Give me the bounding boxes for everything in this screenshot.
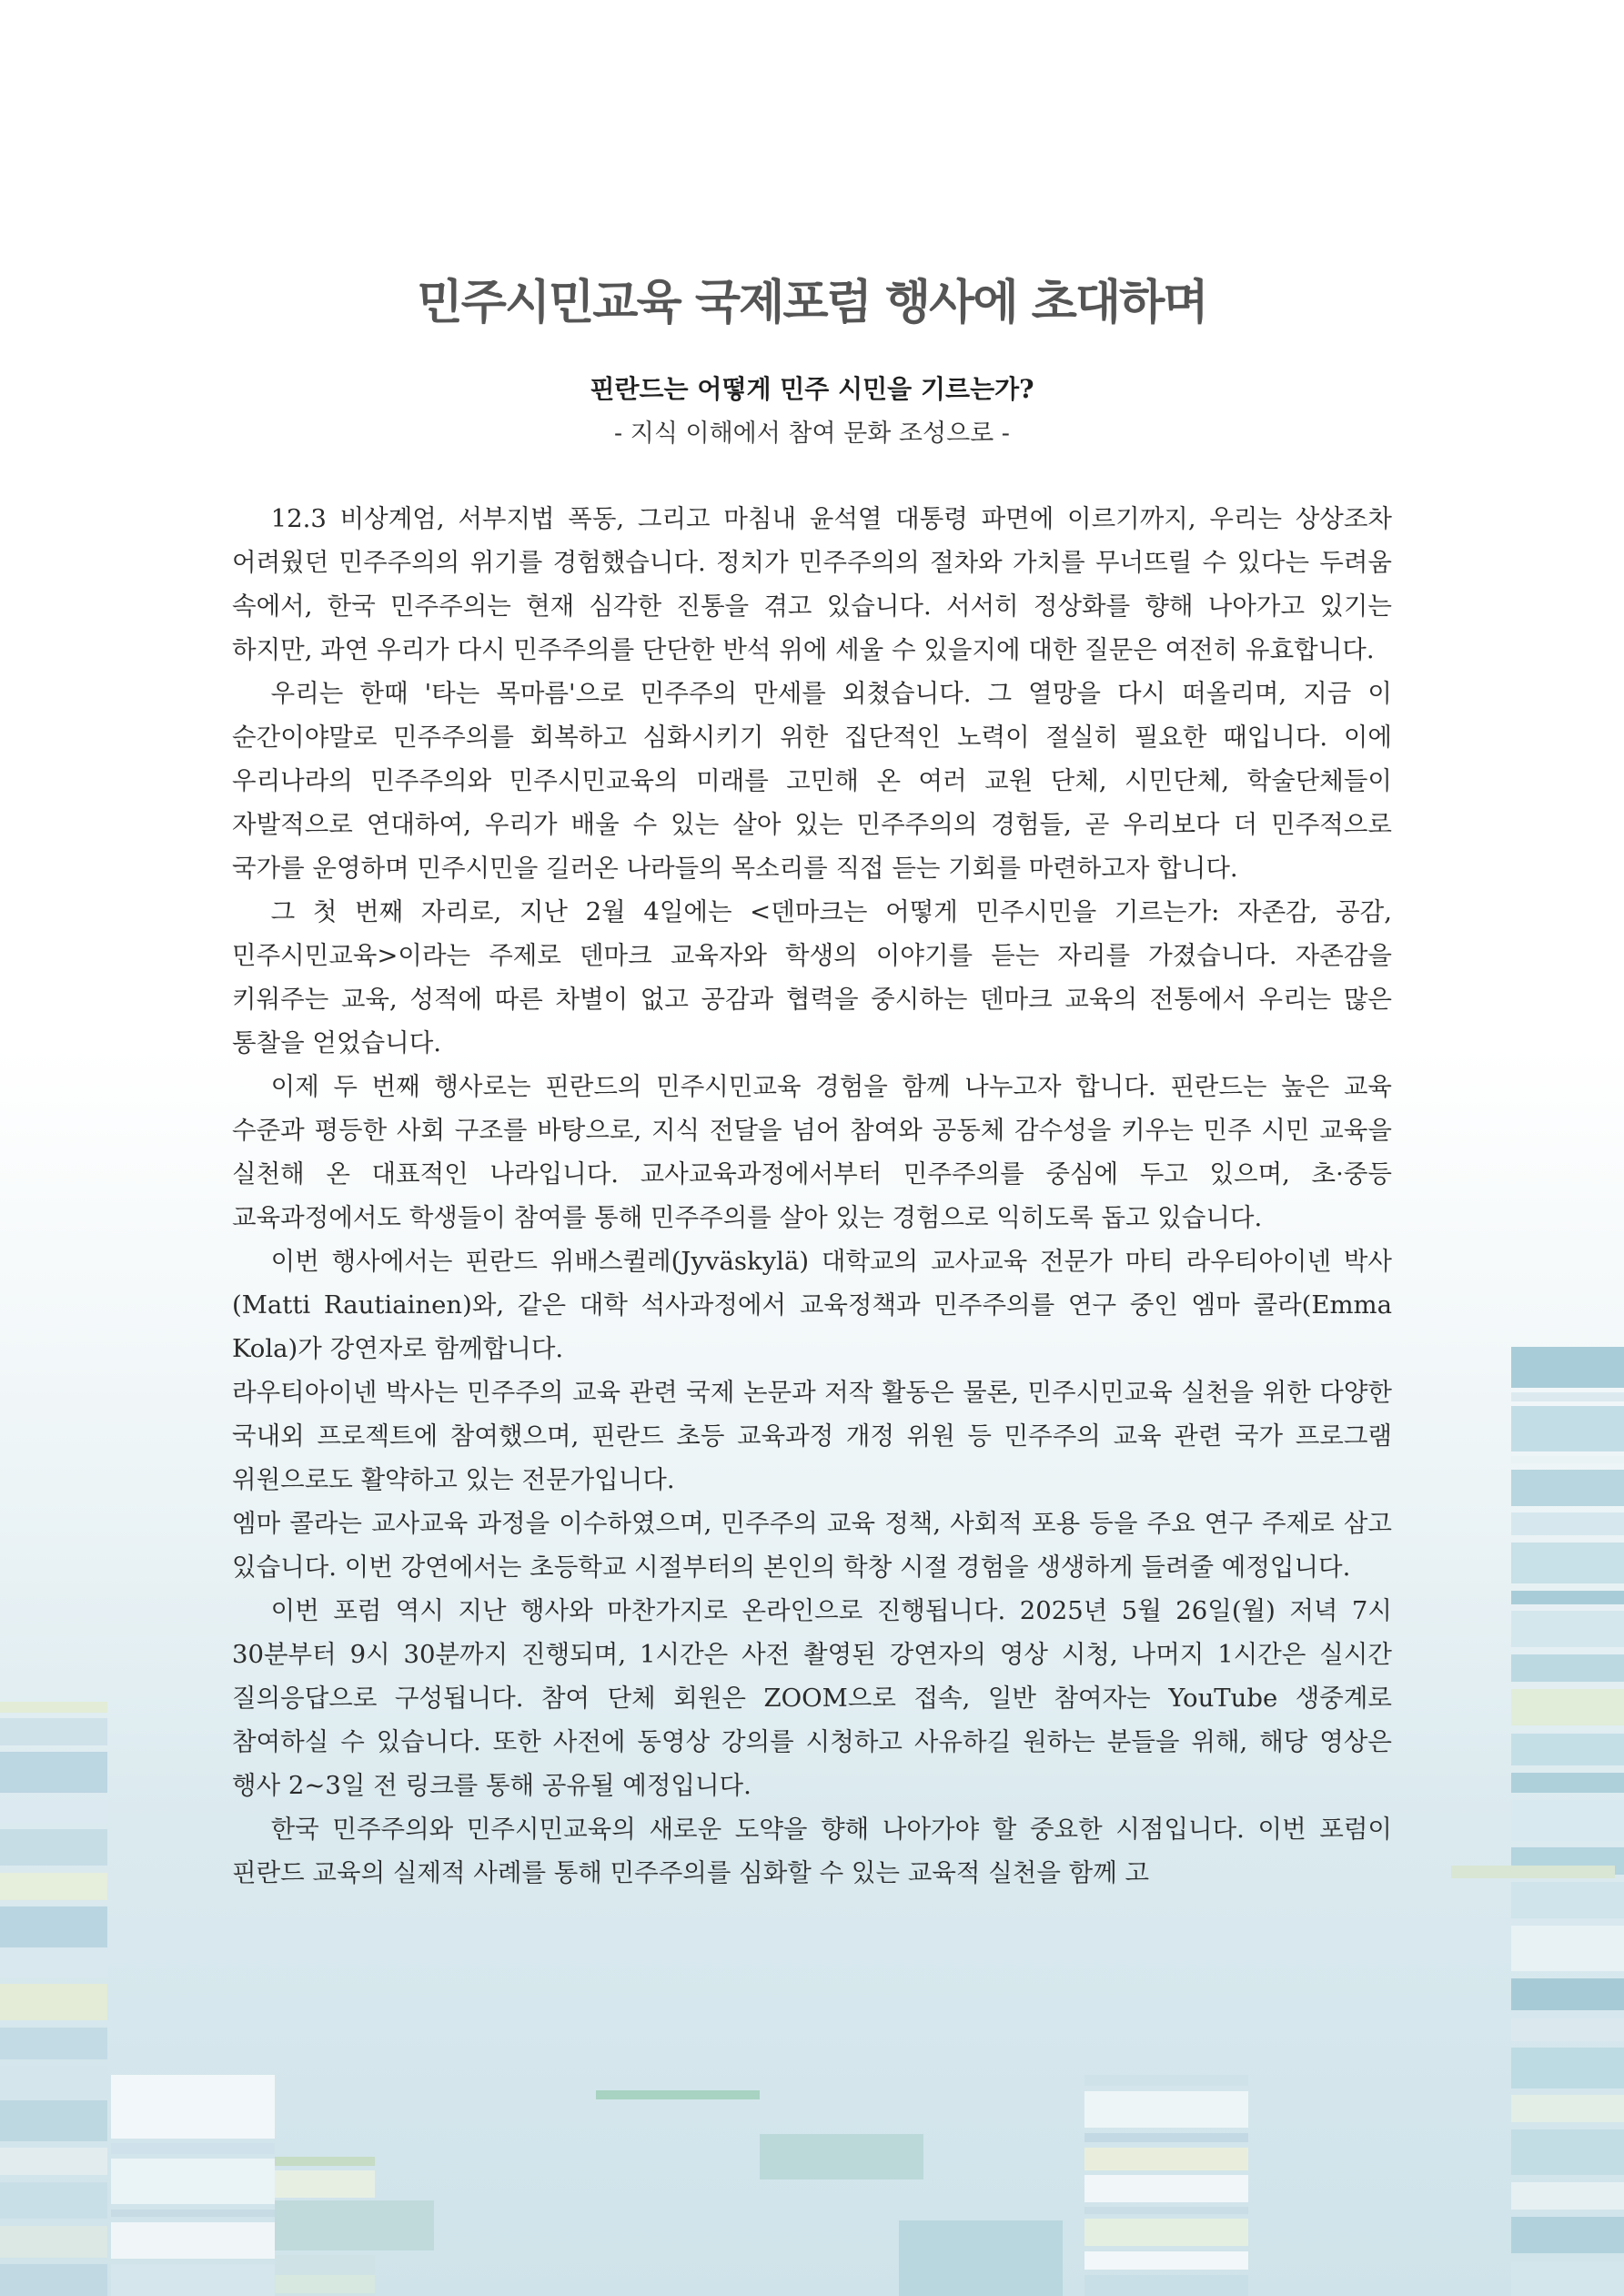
- paragraph: 이제 두 번째 행사로는 핀란드의 민주시민교육 경험을 함께 나누고자 합니다. 핀란드는 높은 교육 수준과 평등한 사회 구조를 바탕으로, 지식 전달을 넘어 참여와 공동체 감수성을 키우는 민주 시민 교육을 실천해 온 대표적인 나라입니다. 교사교육과정에서부터 민주주의를 중심에 두고 있으며, 초·중등 교육과정에서도 학생들이 참여를 통해 민주주의를 살아 있는 경험으로 익히도록 돕고 있습니다.: [232, 1072, 1392, 1232]
- center-blocks: [596, 2090, 1063, 2296]
- paragraph: 엠마 콜라는 교사교육 과정을 이수하였으며, 민주주의 교육 정책, 사회적 포용 등을 주요 연구 주제로 삼고 있습니다. 이번 강연에서는 초등학교 시절부터의 본인의 학창 시절 경험을 생생하게 들려줄 예정입니다.: [232, 1509, 1392, 1582]
- page-tagline: - 지식 이해에서 참여 문화 조성으로 -: [614, 420, 1010, 448]
- page-subtitle: 핀란드는 어떻게 민주 시민을 기르는가?: [590, 374, 1034, 404]
- paragraph: 라우티아이넨 박사는 민주주의 교육 관련 국제 논문과 저작 활동은 물론, 민주시민교육 실천을 위한 다양한 국내외 프로젝트에 참여했으며, 핀란드 초등 교육과정 개정 위원 등 민주주의 교육 관련 국가 프로그램 위원으로도 활약하고 있는 전문가입니다.: [232, 1378, 1392, 1494]
- page-title: 민주시민교육 국제포럼 행사에 초대하며: [417, 276, 1207, 330]
- paragraph: 12.3 비상계엄, 서부지법 폭동, 그리고 마침내 윤석열 대통령 파면에 이르기까지, 우리는 상상조차 어려웠던 민주주의의 위기를 경험했습니다. 정치가 민주주의의 절차와 가치를 무너뜨릴 수 있다는 두려움 속에서, 한국 민주주의는 현재 심각한 진통을 겪고 있습니다. 서서히 정상화를 향해 나아가고 있기는 하지만, 과연 우리가 다시 민주주의를 단단한 반석 위에 세울 수 있을지에 대한 질문은 여전히 유효합니다.: [232, 504, 1392, 664]
- paragraph: 이번 포럼 역시 지난 행사와 마찬가지로 온라인으로 진행됩니다. 2025년 5월 26일(월) 저녁 7시 30분부터 9시 30분까지 진행되며, 1시간은 사전 촬영된 강연자의 영상 시청, 나머지 1시간은 실시간 질의응답으로 구성됩니다. 참여 단체 회원은 ZOOM으로 접속, 일반 참여자는 YouTube 생중계로 참여하실 수 있습니다. 또한 사전에 동영상 강의를 시청하고 사유하길 원하는 분들을 위해, 해당 영상은 행사 2~3일 전 링크를 통해 공유될 예정입니다.: [232, 1596, 1392, 1800]
- left-inner-stripes: [111, 2075, 434, 2296]
- right-stripe-column: [1451, 1347, 1624, 2296]
- paragraph: 한국 민주주의와 민주시민교육의 새로운 도약을 향해 나아가야 할 중요한 시점입니다. 이번 포럼이 핀란드 교육의 실제적 사례를 통해 민주주의를 심화할 수 있는 교육적 실천을 함께 고: [232, 1815, 1392, 1887]
- paragraph: 이번 행사에서는 핀란드 위배스퀼레(Jyväskylä) 대학교의 교사교육 전문가 마티 라우티아이넨 박사(Matti Rautiainen)와, 같은 대학 석사과정에서 교육정책과 민주주의를 연구 중인 엠마 콜라(Emma Kola)가 강연자로 함께합니다.: [232, 1247, 1392, 1363]
- paragraph: 그 첫 번째 자리로, 지난 2월 4일에는 <덴마크는 어떻게 민주시민을 기르는가: 자존감, 공감, 민주시민교육>이라는 주제로 덴마크 교육자와 학생의 이야기를 듣는 자리를 가졌습니다. 자존감을 키워주는 교육, 성적에 따른 차별이 없고 공감과 협력을 중시하는 덴마크 교육의 전통에서 우리는 많은 통찰을 얻었습니다.: [232, 897, 1392, 1057]
- body-text: [232, 497, 1392, 1895]
- mid-right-stripes: [1084, 2075, 1248, 2296]
- paragraph: 우리는 한때 '타는 목마름'으로 민주주의 만세를 외쳤습니다. 그 열망을 다시 떠올리며, 지금 이 순간이야말로 민주주의를 회복하고 심화시키기 위한 집단적인 노력이 절실히 필요한 때입니다. 이에 우리나라의 민주주의와 민주시민교육의 미래를 고민해 온 여러 교원 단체, 시민단체, 학술단체들이 자발적으로 연대하여, 우리가 배울 수 있는 살아 있는 민주주의의 경험들, 곧 우리보다 더 민주적으로 국가를 운영하며 민주시민을 길러온 나라들의 목소리를 직접 듣는 기회를 마련하고자 합니다.: [232, 679, 1392, 883]
- left-stripe-column: [0, 1702, 107, 2296]
